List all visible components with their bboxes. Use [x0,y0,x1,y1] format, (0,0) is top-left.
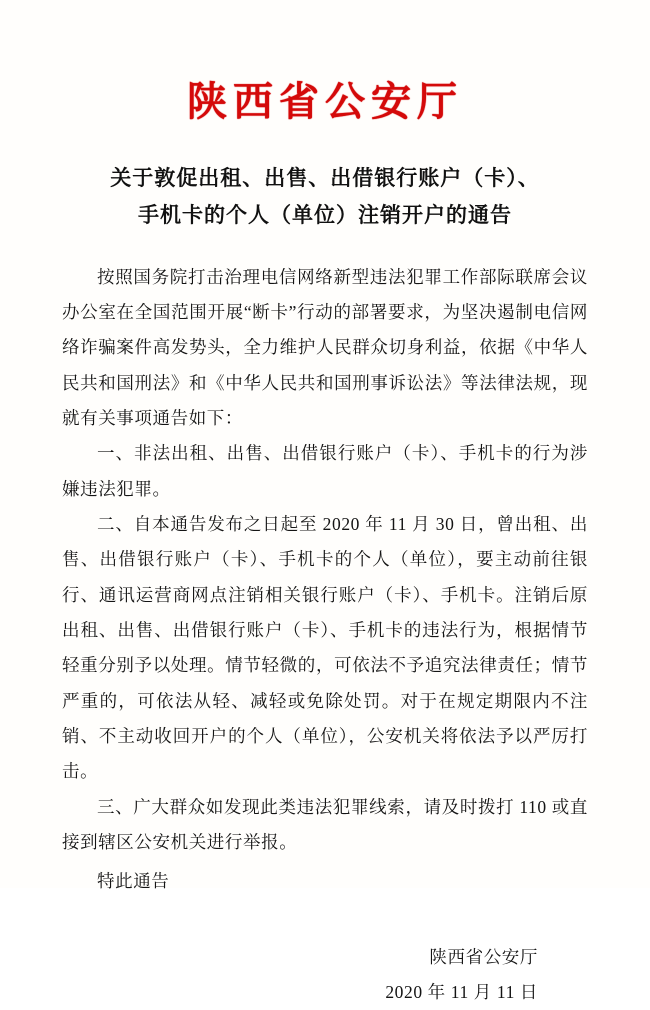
masthead-agency-title: 陕西省公安厅 [187,79,463,124]
paragraph-item-3: 三、广大群众如发现此类违法犯罪线索，请及时拨打 110 或直接到辖区公安机关进行举报。 [62,796,588,852]
signature-block [62,940,588,1010]
document-title-line-1: 关于敦促出租、出售、出借银行账户（卡）、 [110,166,540,190]
signature-issuer: 陕西省公安厅 [429,946,538,967]
paragraph-item-2: 二、自本通告发布之日起至 2020 年 11 月 30 日，曾出租、出售、出借银行账户（卡）、手机卡的个人（单位），要主动前往银行、通讯运营商网点注销相关银行账户（卡）、手机卡。注销后原出租、出售、出借银行账户（卡）、手机卡的违法行为，根据情节轻重分别予以处理。情节轻微的，可依法不予追究法律责任；情节严重的，可依法从轻、减轻或免除处罚。对于在规定期限内不注销、不主动收回开户的个人（单位），公安机关将依法予以严厉打击。 [62,513,588,782]
document-title [62,160,588,234]
paragraph-preamble: 按照国务院打击治理电信网络新型违法犯罪工作部际联席会议办公室在全国范围开展“断卡”行动的部署要求，为坚决遏制电信网络诈骗案件高发势头，全力维护人民群众切身利益，依据《中华人民共和国刑法》和《中华人民共和国刑事诉讼法》等法律法规，现就有关事项通告如下： [62,266,588,428]
paragraph-closing: 特此通告 [97,871,170,892]
signature-date: 2020 年 11 月 11 日 [385,981,538,1002]
document-title-line-2: 手机卡的个人（单位）注销开户的通告 [138,202,512,227]
document-body [62,260,588,900]
paragraph-item-1: 一、非法出租、出售、出借银行账户（卡）、手机卡的行为涉嫌违法犯罪。 [62,443,588,499]
